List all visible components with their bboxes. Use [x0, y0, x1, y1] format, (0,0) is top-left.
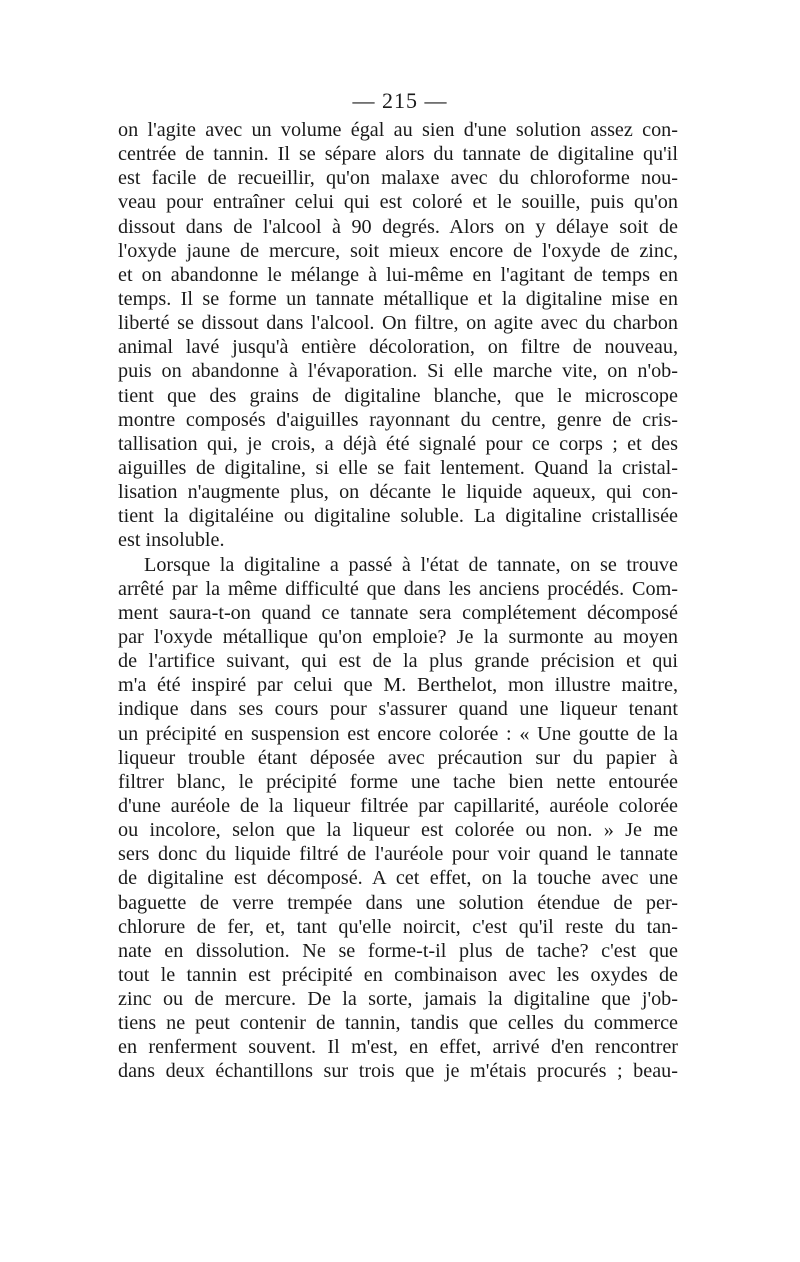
- text-line: dans deux échantillons sur trois que je m'étais procurés ; beau-: [118, 1060, 678, 1083]
- text-line: tient que des grains de digitaline blanche, que le microscope: [118, 384, 678, 407]
- text-line: lisation n'augmente plus, on décante le liquide aqueux, qui con-: [118, 481, 678, 504]
- text-line: temps. Il se forme un tannate métallique et la digitaline mise en: [118, 287, 678, 310]
- text-line: montre composés d'aiguilles rayonnant du centre, genre de cris-: [118, 408, 678, 431]
- body-text: [118, 118, 678, 1084]
- text-line: liqueur trouble étant déposée avec précaution sur du papier à: [118, 746, 678, 769]
- text-line: d'une auréole de la liqueur filtrée par capillarité, auréole colorée: [118, 794, 678, 817]
- text-line: de l'artifice suivant, qui est de la plus grande précision et qui: [118, 650, 678, 673]
- text-line: indique dans ses cours pour s'assurer quand une liqueur tenant: [118, 698, 678, 721]
- text-line: et on abandonne le mélange à lui-même en l'agitant de temps en: [118, 263, 678, 286]
- text-line: tiens ne peut contenir de tannin, tandis que celles du commerce: [118, 1012, 678, 1035]
- text-line: zinc ou de mercure. De la sorte, jamais la digitaline que j'ob-: [118, 988, 678, 1011]
- text-line: animal lavé jusqu'à entière décoloration, on filtre de nouveau,: [118, 336, 678, 359]
- text-line: ment saura-t-on quand ce tannate sera complétement décomposé: [118, 601, 678, 624]
- text-line: baguette de verre trempée dans une solution étendue de per-: [118, 891, 678, 914]
- text-line: tallisation qui, je crois, a déjà été signalé pour ce corps ; et des: [118, 432, 678, 455]
- text-line: par l'oxyde métallique qu'on emploie? Je la surmonte au moyen: [118, 625, 678, 648]
- text-line: filtrer blanc, le précipité forme une tache bien nette entourée: [118, 770, 678, 793]
- text-line: veau pour entraîner celui qui est coloré et le souille, puis qu'on: [118, 191, 678, 214]
- text-line: arrêté par la même difficulté que dans les anciens procédés. Com-: [118, 577, 678, 600]
- text-line: tient la digitaléine ou digitaline soluble. La digitaline cristallisée: [118, 505, 678, 528]
- text-line: en renferment souvent. Il m'est, en effet, arrivé d'en rencontrer: [118, 1036, 678, 1059]
- text-line: chlorure de fer, et, tant qu'elle noircit, c'est qu'il reste du tan-: [118, 915, 678, 938]
- text-line: sers donc du liquide filtré de l'auréole pour voir quand le tannate: [118, 843, 678, 866]
- text-line: liberté se dissout dans l'alcool. On filtre, on agite avec du charbon: [118, 312, 678, 335]
- text-line: ou incolore, selon que la liqueur est colorée ou non. » Je me: [118, 819, 678, 842]
- text-line: m'a été inspiré par celui que M. Berthelot, mon illustre maitre,: [118, 674, 678, 697]
- text-line: aiguilles de digitaline, si elle se fait lentement. Quand la cristal-: [118, 456, 678, 479]
- text-line: de digitaline est décomposé. A cet effet, on la touche avec une: [118, 867, 678, 890]
- text-line: centrée de tannin. Il se sépare alors du tannate de digitaline qu'il: [118, 143, 678, 166]
- text-line: un précipité en suspension est encore colorée : « Une goutte de la: [118, 722, 678, 745]
- page-number: — 215 —: [352, 88, 448, 113]
- text-line: tout le tannin est précipité en combinaison avec les oxydes de: [118, 963, 678, 986]
- text-line: Lorsque la digitaline a passé à l'état de tannate, on se trouve: [144, 553, 678, 576]
- text-line: nate en dissolution. Ne se forme-t-il plus de tache? c'est que: [118, 939, 678, 962]
- text-line: est facile de recueillir, qu'on malaxe avec du chloroforme nou-: [118, 167, 678, 190]
- text-line: on l'agite avec un volume égal au sien d'une solution assez con-: [118, 119, 678, 141]
- text-line: dissout dans de l'alcool à 90 degrés. Alors on y délaye soit de: [118, 215, 678, 238]
- text-line: est insoluble.: [118, 529, 225, 552]
- text-line: puis on abandonne à l'évaporation. Si elle marche vite, on n'ob-: [118, 360, 678, 383]
- text-line: l'oxyde jaune de mercure, soit mieux encore de l'oxyde de zinc,: [118, 239, 678, 262]
